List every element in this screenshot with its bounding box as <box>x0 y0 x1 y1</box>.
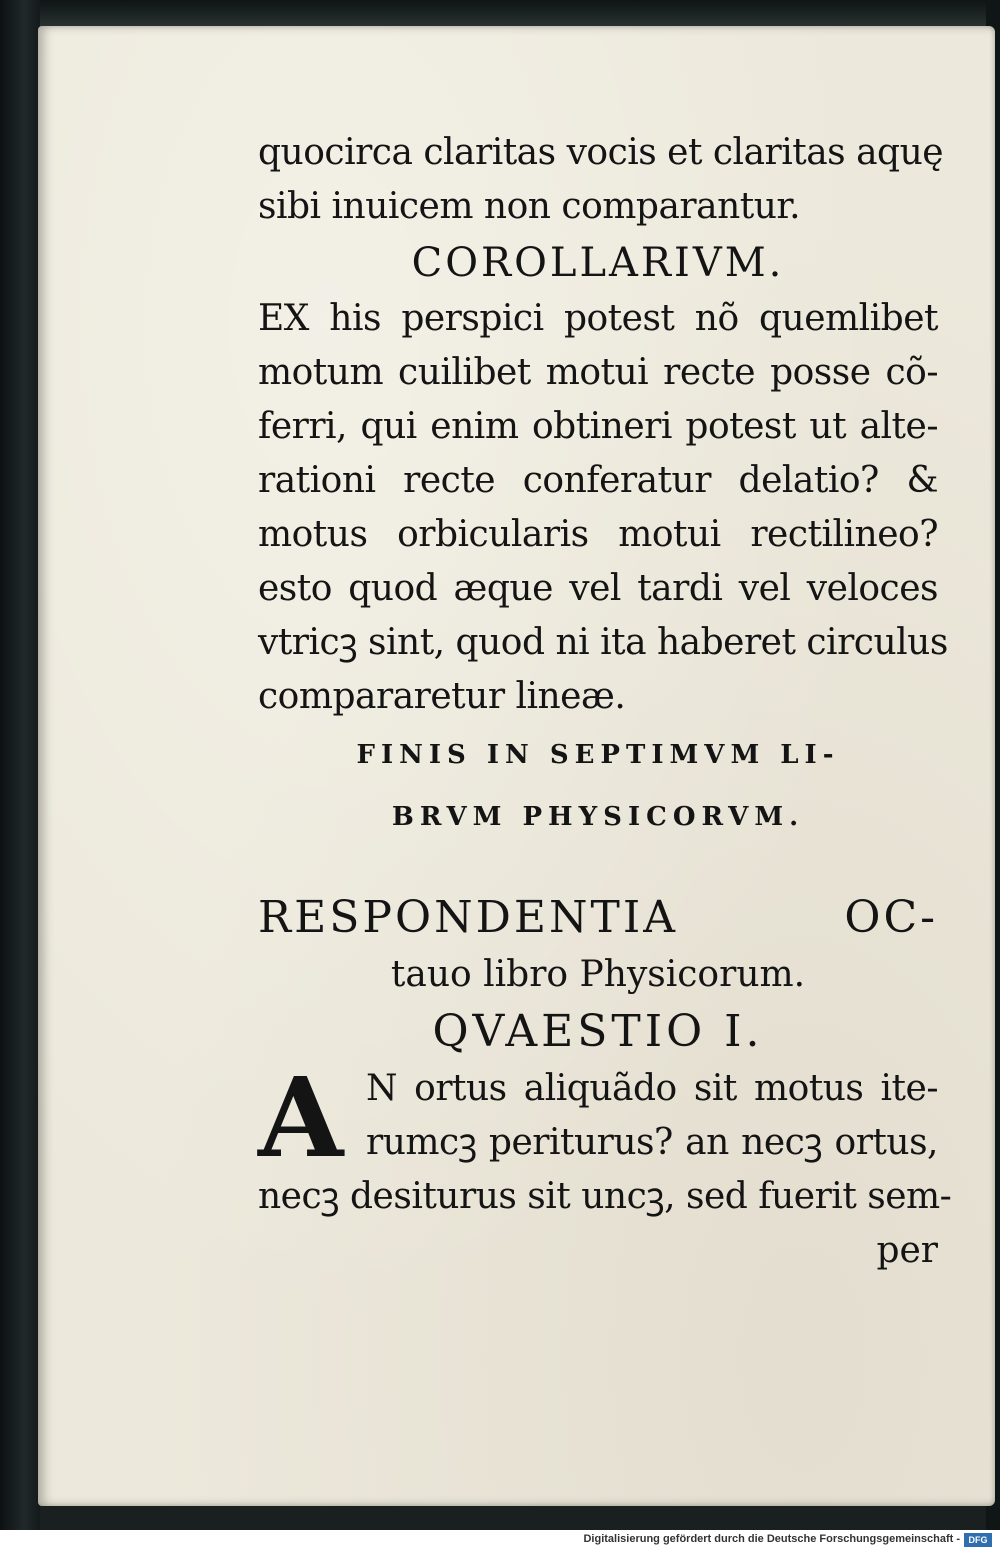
text-line: ferri, qui enim obtineri potest ut alte- <box>258 406 938 447</box>
drop-capital: A <box>258 1053 344 1182</box>
text-line: N ortus aliquãdo sit motus ite- <box>366 1068 938 1109</box>
text-line: esto quod æque vel tardi vel veloces <box>258 568 938 609</box>
text-line: motus orbicularis motui rectilineo? <box>258 514 938 555</box>
text-line: rumcꝫ periturus? an necꝫ ortus, <box>366 1122 938 1163</box>
text-line: EX his perspici potest nõ quemlibet <box>258 298 938 339</box>
text-line: compararetur lineæ. <box>258 676 626 717</box>
text-line: necꝫ desiturus sit uncꝫ, sed fuerit sem- <box>258 1176 952 1217</box>
quaestio-heading: QVAESTIO I. <box>432 1006 764 1057</box>
book-page <box>38 26 995 1506</box>
text-line: sibi inuicem non comparantur. <box>258 186 801 227</box>
respondentia-heading: RESPONDENTIA OC- <box>258 892 938 943</box>
text-line: vtricꝫ sint, quod ni ita haberet circulus <box>258 622 948 663</box>
scan-frame-top <box>0 0 1000 28</box>
finis-line: BRVM PHYSICORVM. <box>391 802 805 832</box>
text-line: quocirca claritas vocis et claritas aquę <box>258 132 944 173</box>
digitization-credit: Digitalisierung gefördert durch die Deutsche Forschungsgemeinschaft - <box>583 1533 960 1545</box>
text-line: rationi recte conferatur delatio? & <box>258 460 938 501</box>
scan-frame-left <box>0 0 40 1530</box>
footer-bar <box>0 1530 1000 1550</box>
finis-line: FINIS IN SEPTIMVM LI- <box>356 740 840 770</box>
question-paragraph <box>258 1053 952 1224</box>
respondentia-subtitle: tauo libro Physicorum. <box>390 954 806 995</box>
corollarium-heading: COROLLARIVM. <box>411 240 785 286</box>
catchword: per <box>876 1230 938 1271</box>
dfg-logo-icon: DFG <box>964 1533 992 1547</box>
page-text-block <box>258 126 952 1278</box>
text-line: motum cuilibet motui recte posse cõ- <box>258 352 938 393</box>
